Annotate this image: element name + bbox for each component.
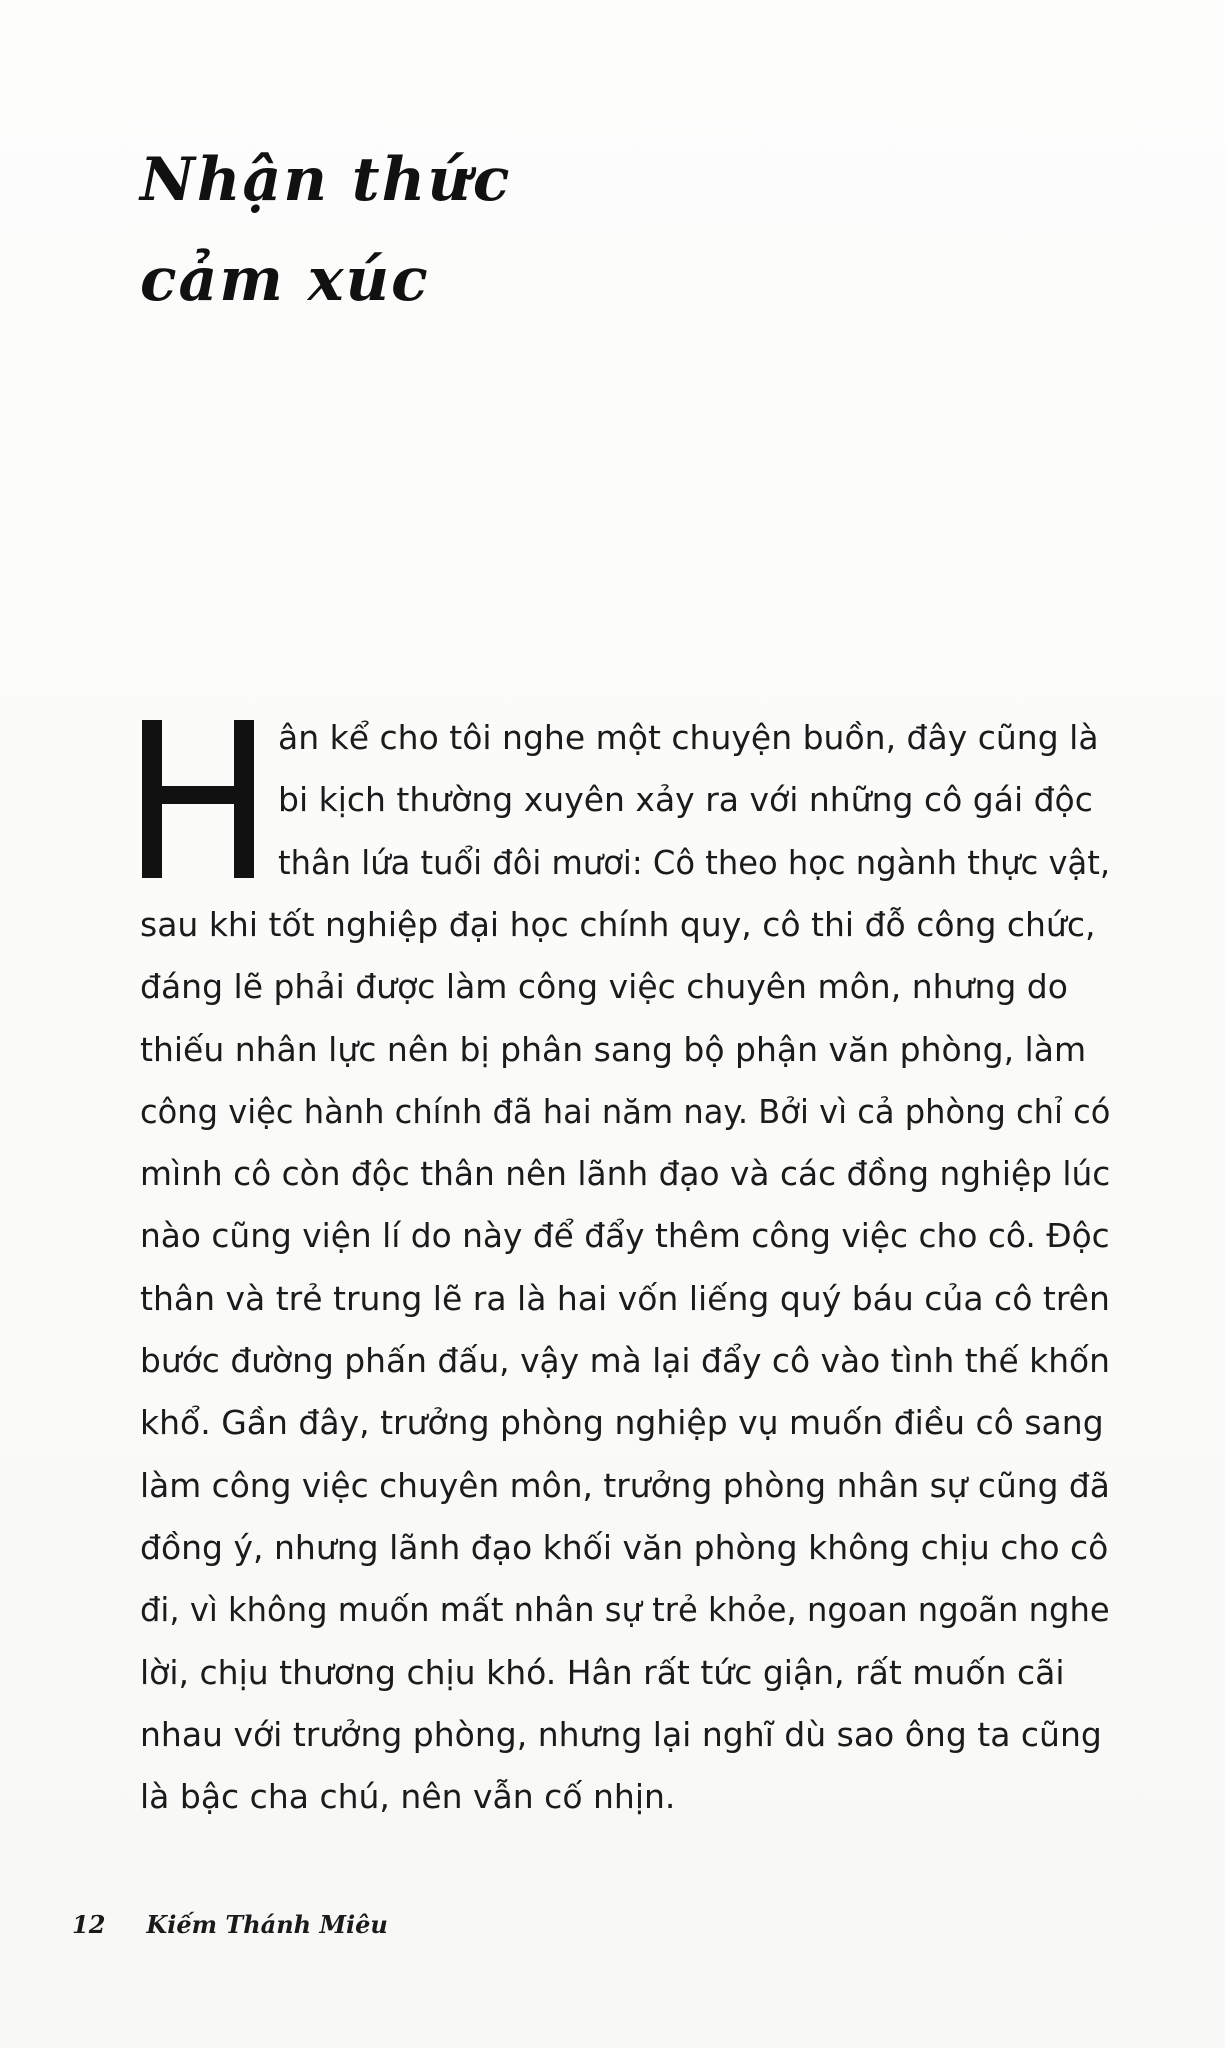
paragraph-line: đáng lẽ phải được làm công việc chuyên môn, nhưng do bbox=[140, 967, 1068, 1006]
drop-cap-glyph bbox=[142, 720, 254, 878]
paragraph-line: công việc hành chính đã hai năm nay. Bởi vì cả phòng chỉ có bbox=[140, 1092, 1111, 1131]
drop-cap-letter bbox=[142, 720, 254, 878]
paragraph-line: khổ. Gần đây, trưởng phòng nghiệp vụ muốn điều cô sang bbox=[140, 1403, 1104, 1442]
paragraph-line: đồng ý, nhưng lãnh đạo khối văn phòng không chịu cho cô bbox=[140, 1528, 1109, 1567]
paragraph-line: nào cũng viện lí do này để đẩy thêm công việc cho cô. Độc bbox=[140, 1216, 1110, 1255]
paragraph-line: nhau với trưởng phòng, nhưng lại nghĩ dù sao ông ta cũng bbox=[140, 1715, 1102, 1754]
chapter-title bbox=[140, 130, 511, 330]
page-number: 12 bbox=[72, 1910, 106, 1939]
paragraph-line: mình cô còn độc thân nên lãnh đạo và các đồng nghiệp lúc bbox=[140, 1154, 1111, 1193]
paragraph-line: sau khi tốt nghiệp đại học chính quy, cô thi đỗ công chức, bbox=[140, 905, 1096, 944]
paragraph-line: làm công việc chuyên môn, trưởng phòng nhân sự cũng đã bbox=[140, 1466, 1110, 1505]
paragraph-line: là bậc cha chú, nên vẫn cố nhịn. bbox=[140, 1777, 676, 1816]
chapter-title-line-1: Nhận thức bbox=[140, 145, 512, 215]
paragraph-line: ân kể cho tôi nghe một chuyện buồn, đây cũng là bbox=[278, 718, 1099, 757]
paragraph-line: bước đường phấn đấu, vậy mà lại đẩy cô vào tình thế khốn bbox=[140, 1341, 1110, 1380]
paragraph-line: thân lứa tuổi đôi mươi: Cô theo học ngành thực vật, bbox=[278, 843, 1111, 882]
paragraph-line: lời, chịu thương chịu khó. Hân rất tức giận, rất muốn cãi bbox=[140, 1653, 1065, 1692]
paragraph-line: thân và trẻ trung lẽ ra là hai vốn liếng quý báu của cô trên bbox=[140, 1279, 1110, 1318]
paragraph-line: đi, vì không muốn mất nhân sự trẻ khỏe, ngoan ngoãn nghe bbox=[140, 1590, 1110, 1629]
author-name: Kiếm Thánh Miêu bbox=[146, 1910, 388, 1939]
chapter-title-line-2: cảm xúc bbox=[140, 245, 430, 315]
paragraph-line: bi kịch thường xuyên xảy ra với những cô gái độc bbox=[278, 780, 1093, 819]
page-footer bbox=[72, 1910, 388, 1939]
paragraph-line: thiếu nhân lực nên bị phân sang bộ phận văn phòng, làm bbox=[140, 1030, 1087, 1069]
